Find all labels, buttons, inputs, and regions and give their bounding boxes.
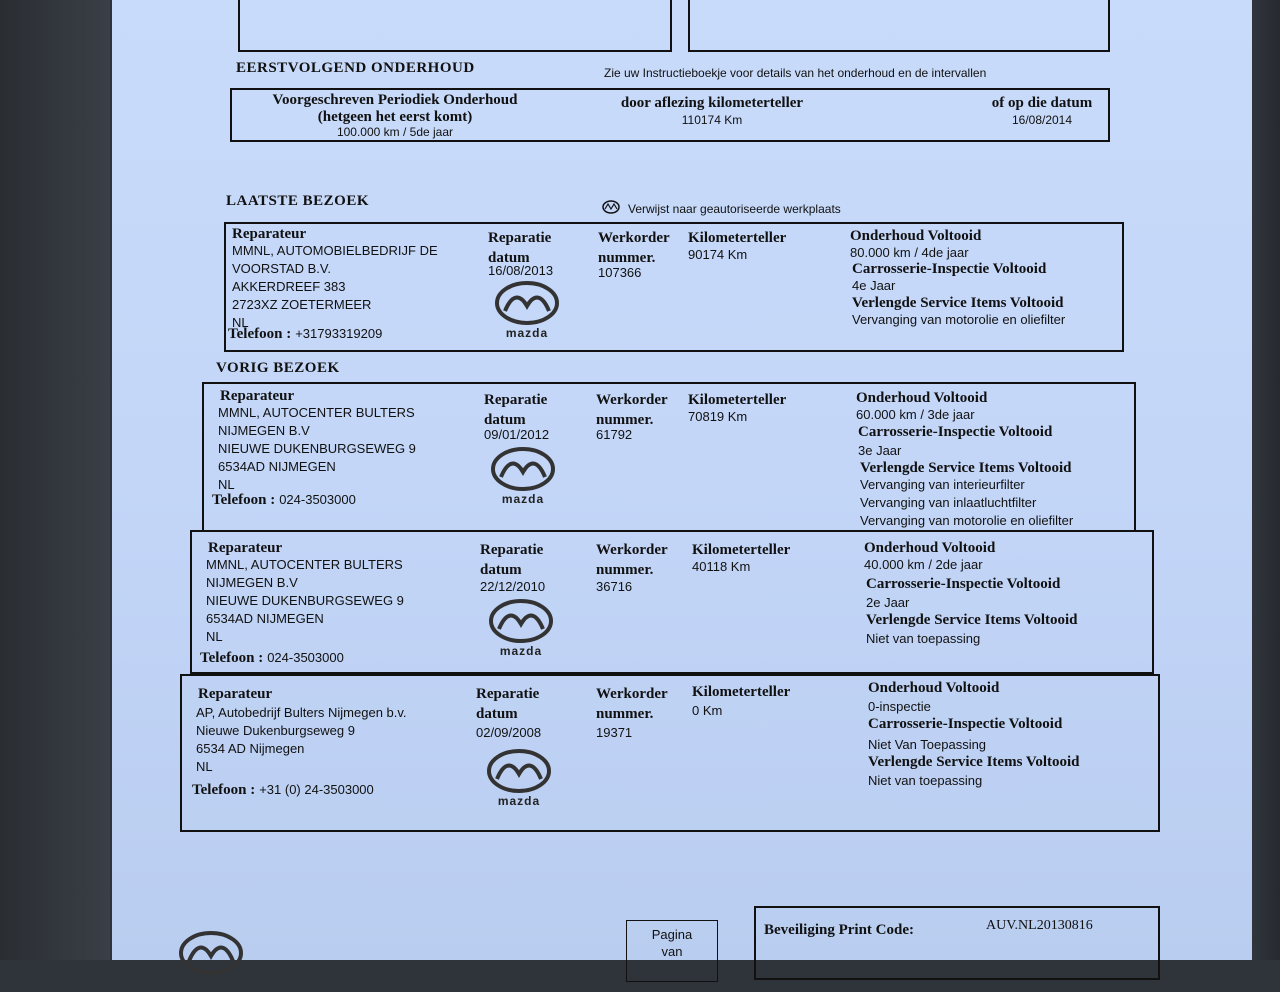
next-service-heading: EERSTVOLGEND ONDERHOUD <box>236 60 475 76</box>
label-line: Reparatie <box>480 542 544 558</box>
mazda-logo <box>492 280 562 342</box>
address-line: MMNL, AUTOCENTER BULTERS <box>218 405 415 420</box>
label-line: nummer. <box>598 250 656 266</box>
body-done-value: 2e Jaar <box>866 595 910 610</box>
phone-label: Telefoon : <box>200 650 264 666</box>
mazda-logo <box>488 446 558 508</box>
address-line: 6534 AD Nijmegen <box>196 741 305 756</box>
body-done-label: Carrosserie-Inspectie Voltooid <box>852 261 1047 277</box>
mazda-emblem-icon <box>492 280 562 326</box>
phone-line <box>192 780 374 800</box>
repair-date-label <box>476 684 539 724</box>
order-value: 19371 <box>596 725 633 740</box>
label-line: Werkorder <box>596 392 668 408</box>
security-code-label: Beveiliging Print Code: <box>764 922 914 938</box>
address-line: NL <box>196 759 213 774</box>
body-done-value: 3e Jaar <box>858 443 902 458</box>
service-done-value: 0-inspectie <box>868 699 931 714</box>
odometer-value: 40118 Km <box>692 559 751 574</box>
odometer-label: Kilometerteller <box>692 684 791 700</box>
service-done-label: Onderhoud Voltooid <box>850 228 982 244</box>
repairer-label: Reparateur <box>208 540 283 556</box>
phone-line <box>212 490 356 510</box>
odometer-value: 0 Km <box>692 703 723 718</box>
previous-visit-heading: VORIG BEZOEK <box>216 360 340 376</box>
extended-done-label: Verlengde Service Items Voltooid <box>866 612 1078 628</box>
repairer-address <box>196 704 407 776</box>
mazda-wordmark: mazda <box>501 492 545 506</box>
address-line: AKKERDREEF 383 <box>232 279 346 294</box>
repair-date-value: 09/01/2012 <box>484 427 550 442</box>
label-line: Werkorder <box>596 686 668 702</box>
repair-date-label <box>480 540 543 580</box>
label-line: Werkorder <box>598 230 670 246</box>
mazda-logo <box>484 748 554 810</box>
phone-line <box>200 648 344 668</box>
phone-label: Telefoon : <box>212 492 276 508</box>
address-line: MMNL, AUTOCENTER BULTERS <box>206 557 403 572</box>
background-left <box>0 0 110 960</box>
mazda-emblem-icon <box>488 446 558 492</box>
page-number-box <box>626 920 718 982</box>
phone-value: +31793319209 <box>295 326 383 341</box>
extended-item: Vervanging van motorolie en oliefilter <box>860 513 1074 528</box>
label-line: Reparatie <box>476 686 540 702</box>
repairer-label: Reparateur <box>220 388 295 404</box>
extended-done-label: Verlengde Service Items Voltooid <box>860 460 1072 476</box>
address-line: NIJMEGEN B.V <box>206 575 298 590</box>
address-line: MMNL, AUTOMOBIELBEDRIJF DE <box>232 243 438 258</box>
service-done-label: Onderhoud Voltooid <box>868 680 1000 696</box>
next-service-col1-sub: (hetgeen het eerst komt) <box>317 109 473 125</box>
repair-date-label <box>484 390 547 430</box>
top-box-right <box>688 0 1110 52</box>
order-label <box>598 228 670 268</box>
order-value: 61792 <box>596 427 633 442</box>
repairer-label: Reparateur <box>232 226 307 242</box>
mazda-logo <box>486 598 556 660</box>
address-line: NIEUWE DUKENBURGSEWEG 9 <box>218 441 416 456</box>
next-service-col2-title: door aflezing kilometerteller <box>620 95 804 111</box>
mazda-wordmark: mazda <box>505 326 549 340</box>
extended-done-items <box>860 476 1073 530</box>
order-label <box>596 540 668 580</box>
next-service-col2-value: 110174 Km <box>681 113 743 127</box>
odometer-label: Kilometerteller <box>688 230 787 246</box>
body-done-label: Carrosserie-Inspectie Voltooid <box>858 424 1053 440</box>
phone-label: Telefoon : <box>192 782 256 798</box>
extended-item: Niet van toepassing <box>866 631 981 646</box>
visit-row-2 <box>190 530 1154 674</box>
mazda-emblem-icon <box>176 930 246 976</box>
odometer-value: 70819 Km <box>688 409 748 424</box>
service-done-label: Onderhoud Voltooid <box>864 540 996 556</box>
top-box-left <box>238 0 672 52</box>
order-label <box>596 684 668 724</box>
address-line: 2723XZ ZOETERMEER <box>232 297 372 312</box>
repairer-address <box>232 242 438 332</box>
service-done-label: Onderhoud Voltooid <box>856 390 988 406</box>
service-record-page <box>112 0 1252 960</box>
next-service-col3-title: of op die datum <box>991 95 1093 111</box>
body-done-label: Carrosserie-Inspectie Voltooid <box>866 576 1061 592</box>
address-line: 6534AD NIJMEGEN <box>218 459 336 474</box>
extended-done-items <box>866 630 980 648</box>
body-done-value: Niet Van Toepassing <box>868 737 987 752</box>
body-done-value: 4e Jaar <box>852 278 896 293</box>
service-done-value: 80.000 km / 4de jaar <box>850 245 969 260</box>
label-line: datum <box>484 412 526 428</box>
label-line: datum <box>488 250 530 266</box>
extended-item: Niet van toepassing <box>868 773 983 788</box>
mazda-emblem-icon <box>486 598 556 644</box>
odometer-label: Kilometerteller <box>688 392 787 408</box>
odometer-label: Kilometerteller <box>692 542 791 558</box>
service-done-value: 60.000 km / 3de jaar <box>856 407 975 422</box>
extended-item: Vervanging van inlaatluchtfilter <box>860 495 1037 510</box>
address-line: 6534AD NIJMEGEN <box>206 611 324 626</box>
address-line: NL <box>206 629 223 644</box>
repair-date-value: 16/08/2013 <box>488 263 554 278</box>
footer-mazda-logo <box>176 930 246 992</box>
address-line: NIJMEGEN B.V <box>218 423 310 438</box>
extended-item: Vervanging van interieurfilter <box>860 477 1025 492</box>
next-service-col3-value: 16/08/2014 <box>1011 113 1073 127</box>
label-line: nummer. <box>596 412 654 428</box>
extended-done-items <box>852 311 1065 329</box>
order-label <box>596 390 668 430</box>
next-service-col1-value: 100.000 km / 5de jaar <box>336 125 454 139</box>
service-done-value: 40.000 km / 2de jaar <box>864 557 983 572</box>
odometer-value: 90174 Km <box>688 247 748 262</box>
visit-row-0 <box>224 222 1124 352</box>
visit-row-3 <box>180 674 1160 832</box>
authorized-workshop-icon <box>602 200 620 214</box>
label-line: Reparatie <box>484 392 548 408</box>
address-line: NIEUWE DUKENBURGSEWEG 9 <box>206 593 404 608</box>
phone-label: Telefoon : <box>228 326 292 342</box>
mazda-emblem-icon <box>484 748 554 794</box>
extended-done-label: Verlengde Service Items Voltooid <box>852 295 1064 311</box>
repairer-label: Reparateur <box>198 686 273 702</box>
authorized-workshop-legend: Verwijst naar geautoriseerde werkplaats <box>628 202 841 216</box>
label-line: nummer. <box>596 706 654 722</box>
mazda-wordmark: mazda <box>499 644 543 658</box>
extended-done-items <box>868 772 982 790</box>
address-line: NL <box>232 315 249 330</box>
phone-value: 024-3503000 <box>279 492 356 507</box>
next-service-box <box>230 88 1110 142</box>
page-label: Pagina <box>651 927 693 942</box>
last-visit-heading: LAATSTE BEZOEK <box>226 193 370 209</box>
address-line: Nieuwe Dukenburgseweg 9 <box>196 723 355 738</box>
label-line: nummer. <box>596 562 654 578</box>
repairer-address <box>218 404 416 494</box>
phone-value: 024-3503000 <box>267 650 344 665</box>
label-line: Reparatie <box>488 230 552 246</box>
repair-date-value: 22/12/2010 <box>480 579 546 594</box>
order-value: 36716 <box>596 579 633 594</box>
repairer-address <box>206 556 404 646</box>
address-line: NL <box>218 477 235 492</box>
next-service-col1-title: Voorgeschreven Periodiek Onderhoud <box>272 92 518 108</box>
visit-row-1 <box>202 382 1136 532</box>
address-line: VOORSTAD B.V. <box>232 261 331 276</box>
label-line: datum <box>476 706 518 722</box>
mazda-wordmark: mazda <box>497 794 541 808</box>
phone-line <box>228 324 382 344</box>
extended-done-label: Verlengde Service Items Voltooid <box>868 754 1080 770</box>
phone-value: +31 (0) 24-3503000 <box>259 782 374 797</box>
address-line: AP, Autobedrijf Bulters Nijmegen b.v. <box>196 705 407 720</box>
order-value: 107366 <box>598 265 642 280</box>
security-code-value: AUV.NL20130816 <box>986 918 1093 933</box>
label-line: datum <box>480 562 522 578</box>
label-line: Werkorder <box>596 542 668 558</box>
page-of-label: van <box>661 944 683 959</box>
next-service-note: Zie uw Instructieboekje voor details van het onderhoud en de intervallen <box>604 66 987 80</box>
repair-date-value: 02/09/2008 <box>476 725 542 740</box>
security-code-box <box>754 906 1160 980</box>
extended-item: Vervanging van motorolie en oliefilter <box>852 312 1066 327</box>
body-done-label: Carrosserie-Inspectie Voltooid <box>868 716 1063 732</box>
